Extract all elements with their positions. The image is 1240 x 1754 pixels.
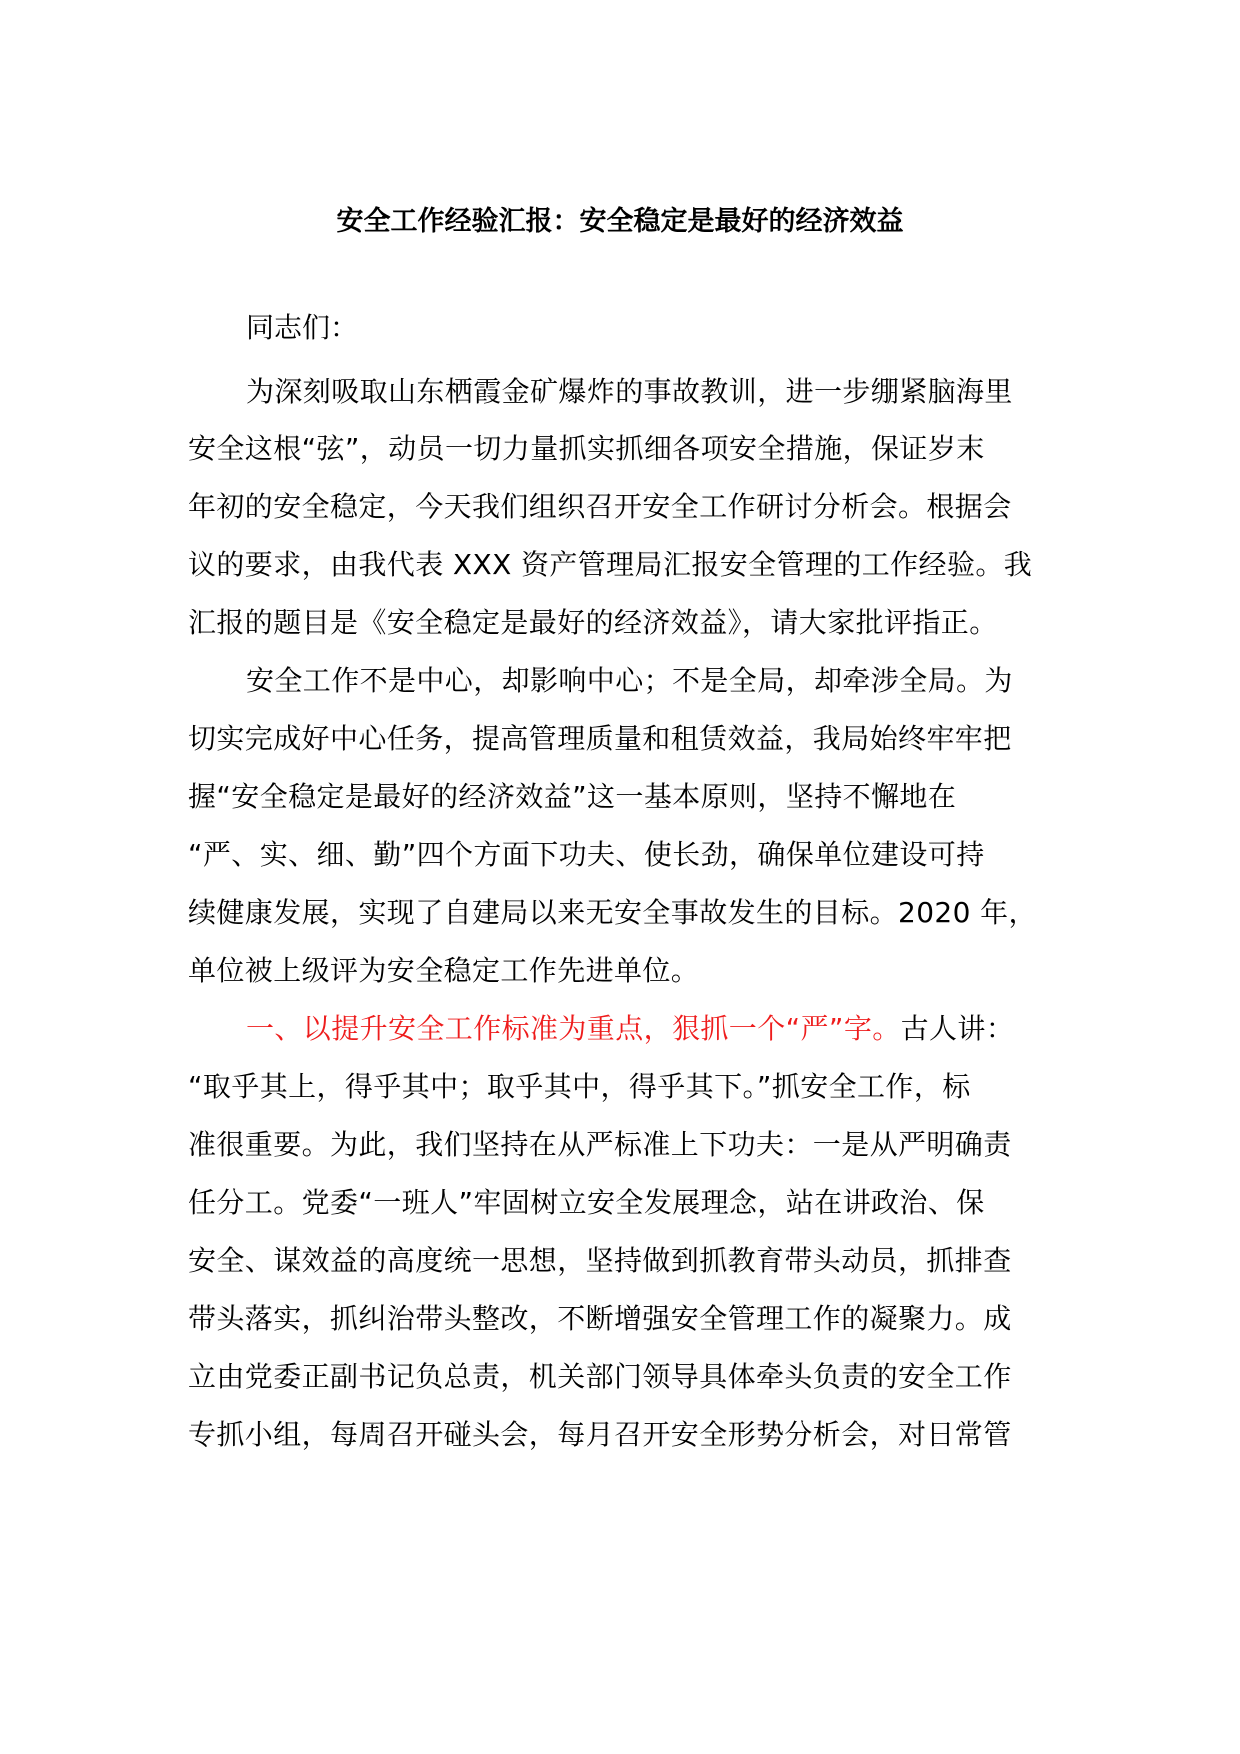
paragraph-line: 握“安全稳定是最好的经济效益”这一基本原则，坚持不懈地在 (188, 780, 957, 813)
paragraph-line: 汇报的题目是《安全稳定是最好的经济效益》，请大家批评指正。 (188, 606, 998, 639)
paragraph-line: 安全这根“弦”，动员一切力量抓实抓细各项安全措施，保证岁末 (188, 432, 985, 465)
section-heading: 一、以提升安全工作标准为重点，狠抓一个“严”字。 (246, 1012, 901, 1045)
paragraph-line: 准很重要。为此，我们坚持在从严标准上下功夫：一是从严明确责 (188, 1128, 1012, 1161)
paragraph-line: “取乎其上，得乎其中；取乎其中，得乎其下。”抓安全工作，标 (188, 1070, 971, 1103)
paragraph-line: 带头落实，抓纠治带头整改，不断增强安全管理工作的凝聚力。成 (188, 1302, 1012, 1335)
paragraph-line: 续健康发展，实现了自建局以来无安全事故发生的目标。2020 年， (188, 896, 1037, 929)
section-heading-line (246, 1009, 1126, 1049)
section-heading-tail: 古人讲： (900, 1012, 1015, 1045)
document-title: 安全工作经验汇报：安全稳定是最好的经济效益 (336, 206, 904, 237)
greeting: 同志们： (246, 311, 359, 344)
paragraph-line: 立由党委正副书记负总责，机关部门领导具体牵头负责的安全工作 (188, 1360, 1012, 1393)
paragraph-line: 任分工。党委“一班人”牢固树立安全发展理念，站在讲政治、保 (188, 1186, 985, 1219)
paragraph-line: “严、实、细、勤”四个方面下功夫、使长劲，确保单位建设可持 (188, 838, 985, 871)
paragraph-line: 安全工作不是中心，却影响中心；不是全局，却牵涉全局。为 (246, 664, 1013, 697)
paragraph-line: 为深刻吸取山东栖霞金矿爆炸的事故教训，进一步绷紧脑海里 (246, 375, 1013, 408)
paragraph-line: 切实完成好中心任务，提高管理质量和租赁效益，我局始终牢牢把 (188, 722, 1012, 755)
paragraph-line: 议的要求，由我代表 XXX 资产管理局汇报安全管理的工作经验。我 (188, 548, 1033, 581)
paragraph-line: 安全、谋效益的高度统一思想，坚持做到抓教育带头动员，抓排查 (188, 1244, 1012, 1277)
paragraph-line: 专抓小组，每周召开碰头会，每月召开安全形势分析会，对日常管 (188, 1418, 1012, 1451)
paragraph-line: 年初的安全稳定，今天我们组织召开安全工作研讨分析会。根据会 (188, 490, 1012, 523)
paragraph-line: 单位被上级评为安全稳定工作先进单位。 (188, 954, 700, 987)
